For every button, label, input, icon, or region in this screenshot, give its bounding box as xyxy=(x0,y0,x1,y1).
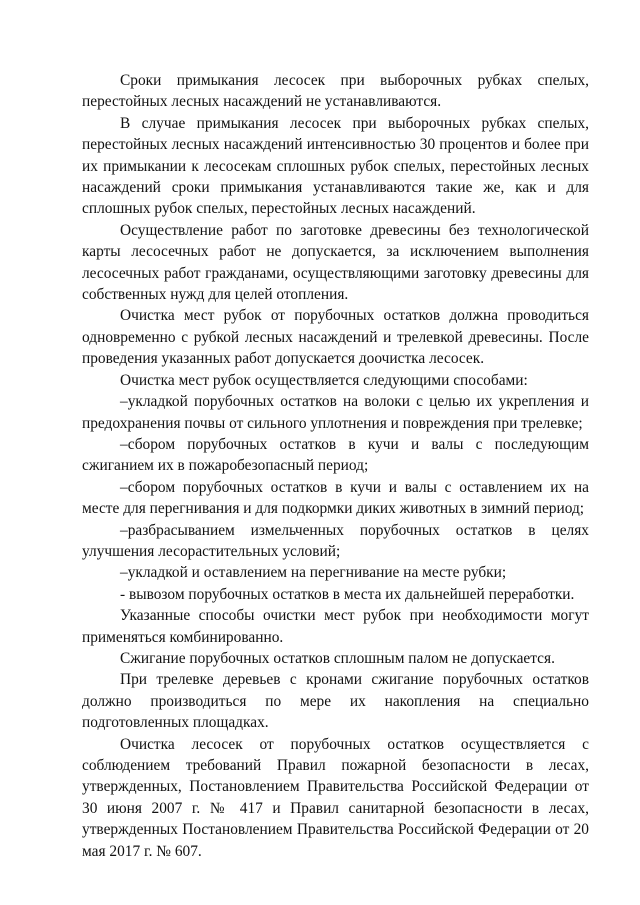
paragraph: Осуществление работ по заготовке древесины без технологической карты лесосечных работ не допускается, за исключением выполнения лесосечных работ гражданами, осуществляющими заготовку древесины для собственных нужд для целей отопления. xyxy=(82,221,589,304)
list-item: –сбором порубочных остатков в кучи и валы с оставлением их на месте для перегнивания и для подкормки диких животных в зимний период; xyxy=(82,478,589,518)
list-item: –сбором порубочных остатков в кучи и валы с последующим сжиганием их в пожаробезопасный период; xyxy=(82,435,589,475)
paragraph: Сроки примыкания лесосек при выборочных рубках спелых, перестойных лесных насаждений не устанавливаются. xyxy=(82,72,589,111)
paragraph: Очистка мест рубок от порубочных остатков должна проводиться одновременно с рубкой лесных насаждений и трелевкой древесины. После проведения указанных работ допускается доочистка лесосек. xyxy=(82,307,589,368)
list-item: –укладкой порубочных остатков на волоки с целью их укрепления и предохранения почвы от сильного уплотнения и повреждения при трелевке; xyxy=(82,393,589,432)
paragraph: Очистка мест рубок осуществляется следующими способами: xyxy=(120,371,528,389)
list-item: - вывозом порубочных остатков в места их дальнейшей переработки. xyxy=(120,585,575,603)
paragraph: В случае примыкания лесосек при выборочных рубках спелых, перестойных лесных насаждений интенсивностью 30 процентов и более при их примыкании к лесосекам сплошных рубок спелых, перестойных лесных насаждений сроки примыкания устанавливаются такие же, как и для сплошных рубок спелых, перестойных лесных насаждений. xyxy=(82,114,589,218)
paragraph: При трелевке деревьев с кронами сжигание порубочных остатков должно производиться по мере их накопления на специально подготовленных площадках. xyxy=(82,671,589,732)
paragraph: Сжигание порубочных остатков сплошным палом не допускается. xyxy=(120,649,555,667)
list-item: –укладкой и оставлением на перегнивание на месте рубки; xyxy=(120,564,507,582)
paragraph: Очистка лесосек от порубочных остатков осуществляется с соблюдением требований Правил пожарной безопасности в лесах, утвержденных, Постановлением Правительства Российской Федерации от 30 июня 2007 г. № 417 и Правил санитарной безопасности в лесах, утвержденных Постановлением Правительства Российской Федерации от 20 мая 2017 г. № 607. xyxy=(82,735,589,860)
document-body xyxy=(82,70,589,862)
paragraph: Указанные способы очистки мест рубок при необходимости могут применяться комбинированно. xyxy=(82,607,589,646)
list-item: –разбрасыванием измельченных порубочных остатков в целях улучшения лесорастительных условий; xyxy=(82,521,589,560)
